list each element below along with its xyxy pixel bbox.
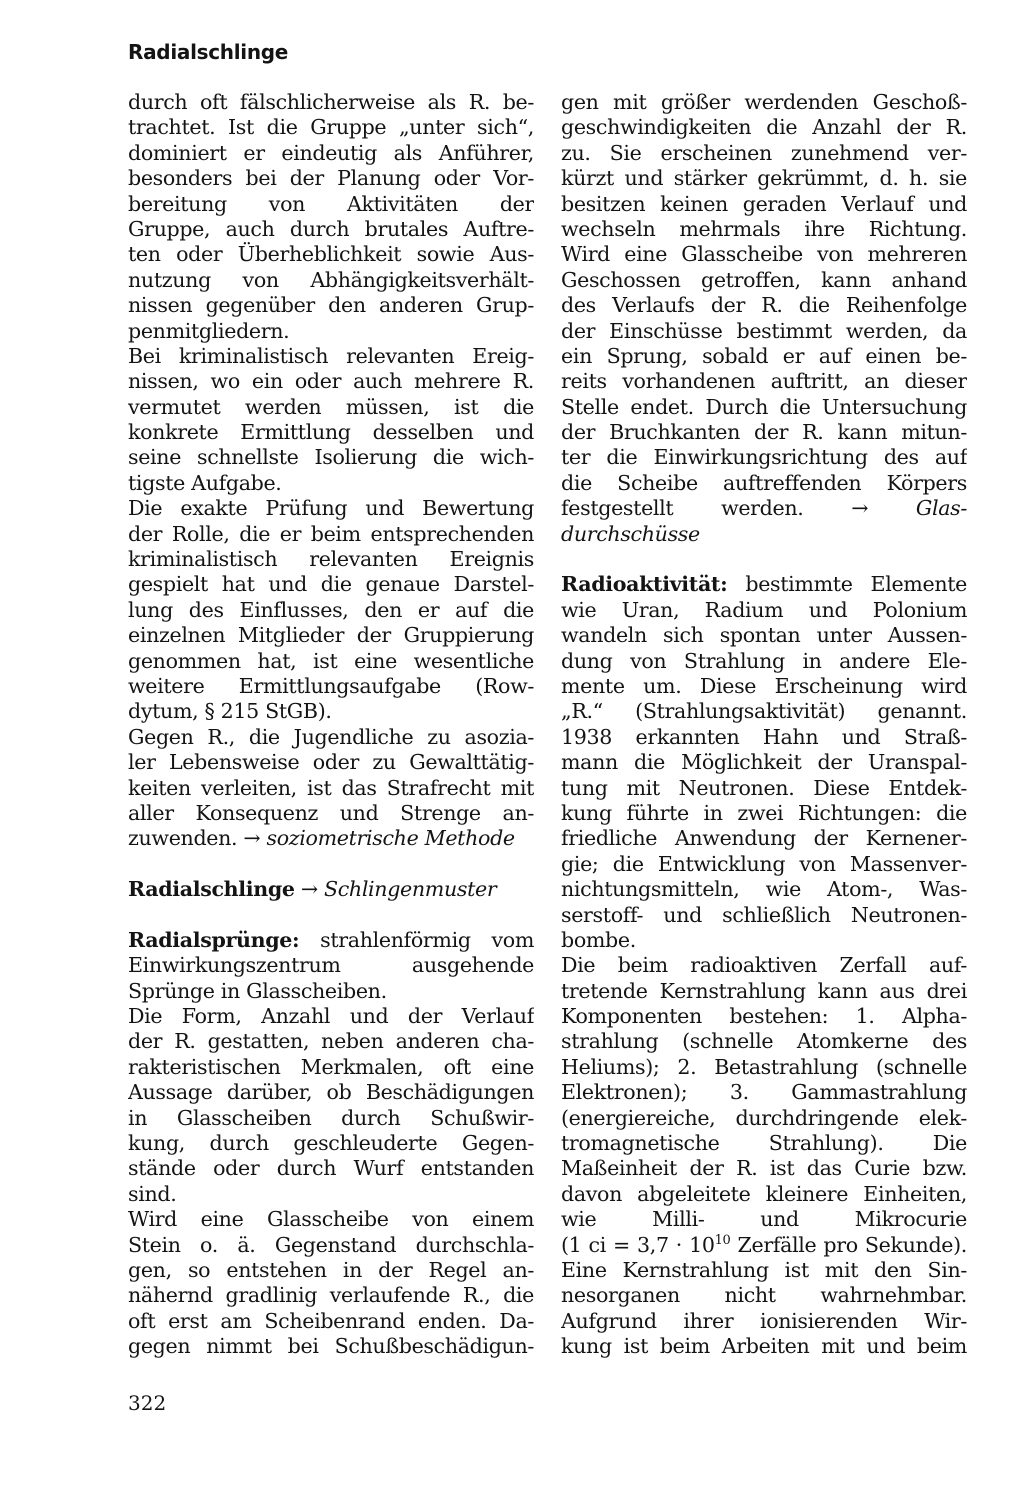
text-run: bestimmte Elemente bbox=[727, 572, 967, 597]
text-line: trachtet. Ist die Gruppe „unter sich“, bbox=[128, 115, 534, 140]
text-line: wandeln sich spontan unter Aussen- bbox=[561, 623, 967, 648]
text-run: strahlenförmig vom bbox=[299, 927, 534, 952]
text-line: Gegen R., die Jugendliche zu asozia- bbox=[128, 724, 534, 749]
entry-radioaktivitaet bbox=[561, 572, 967, 953]
text-line: Die Form, Anzahl und der Verlauf bbox=[128, 1004, 534, 1029]
cross-reference-link[interactable]: Schlingenmuster bbox=[323, 877, 497, 902]
cross-reference-link[interactable]: durchschüsse bbox=[561, 521, 700, 546]
entry-headword: Radioaktivität: bbox=[561, 572, 728, 597]
entry-headword: Radialsprünge: bbox=[128, 927, 300, 952]
text-line: besitzen keinen geraden Verlauf und bbox=[561, 191, 967, 216]
text-line: Gruppe, auch durch brutales Auftre- bbox=[128, 216, 534, 241]
text-line: gegen nimmt bei Schußbeschädigun- bbox=[128, 1334, 534, 1359]
text-line: stände oder durch Wurf entstanden bbox=[128, 1156, 534, 1181]
text-line: ter die Einwirkungsrichtung des auf bbox=[561, 445, 967, 470]
text-run: festgestellt werden. → bbox=[561, 496, 869, 521]
entry-gap bbox=[128, 852, 534, 877]
text-line bbox=[561, 522, 967, 547]
text-line: Die exakte Prüfung und Bewertung bbox=[128, 496, 534, 521]
text-line: keiten verleiten, ist das Strafrecht mit bbox=[128, 775, 534, 800]
text-line: ten oder Überheblichkeit sowie Aus- bbox=[128, 242, 534, 267]
text-line: seine schnellste Isolierung die wich- bbox=[128, 445, 534, 470]
text-line: kriminalistisch relevanten Ereignis bbox=[128, 547, 534, 572]
text-line: konkrete Ermittlung desselben und bbox=[128, 420, 534, 445]
text-line: Geschossen getroffen, kann anhand bbox=[561, 267, 967, 292]
text-line: gen, so entstehen in der Regel an- bbox=[128, 1257, 534, 1282]
text-line: aller Konsequenz und Strenge an- bbox=[128, 800, 534, 825]
text-line: nutzung von Abhängigkeitsverhält- bbox=[128, 267, 534, 292]
text-line: nähernd gradlinig verlaufende R., die bbox=[128, 1283, 534, 1308]
text-line: bereitung von Aktivitäten der bbox=[128, 191, 534, 216]
text-line: Wird eine Glasscheibe von einem bbox=[128, 1207, 534, 1232]
text-line: wie Milli- und Mikrocurie bbox=[561, 1207, 967, 1232]
text-line: oft erst am Scheibenrand enden. Da- bbox=[128, 1308, 534, 1333]
text-line: gen mit größer werdenden Geschoß- bbox=[561, 90, 967, 114]
text-line: penmitgliedern. bbox=[128, 318, 290, 343]
text-line: genommen hat, ist eine wesentliche bbox=[128, 648, 534, 673]
cross-reference-link[interactable]: soziometrische Methode bbox=[266, 826, 515, 851]
paragraph bbox=[128, 725, 534, 852]
text-line: Heliums); 2. Betastrahlung (schnelle bbox=[561, 1054, 967, 1079]
text-line: der Einschüsse bestimmt werden, da bbox=[561, 318, 967, 343]
formula-line bbox=[561, 1233, 967, 1258]
text-line: dytum, § 215 StGB). bbox=[128, 699, 332, 724]
text-line: nichtungsmitteln, wie Atom-, Was- bbox=[561, 877, 967, 902]
text-line: Stelle endet. Durch die Untersuchung bbox=[561, 394, 967, 419]
text-line: des Verlaufs der R. die Reihenfolge bbox=[561, 293, 967, 318]
text-line bbox=[128, 928, 534, 953]
text-line: vermutet werden müssen, ist die bbox=[128, 394, 534, 419]
text-line: rakteristischen Merkmalen, oft eine bbox=[128, 1054, 534, 1079]
text-run: Zerfälle pro Sekunde). bbox=[730, 1232, 967, 1257]
left-column bbox=[128, 90, 534, 1360]
text-line: Maßeinheit der R. ist das Curie bzw. bbox=[561, 1156, 967, 1181]
text-line: strahlung (schnelle Atomkerne des bbox=[561, 1029, 967, 1054]
text-line: in Glasscheiben durch Schußwir- bbox=[128, 1105, 534, 1130]
entry-gap bbox=[128, 903, 534, 928]
exponent: 10 bbox=[714, 1232, 731, 1248]
text-line: reits vorhandenen auftritt, an dieser bbox=[561, 369, 967, 394]
arrow-symbol: → bbox=[294, 877, 324, 902]
text-line: tromagnetische Strahlung). Die bbox=[561, 1131, 967, 1156]
text-line: (energiereiche, durchdringende elek- bbox=[561, 1105, 967, 1130]
text-line: kung führte in zwei Richtungen: die bbox=[561, 800, 967, 825]
text-line: der Bruchkanten der R. kann mitun- bbox=[561, 420, 967, 445]
text-line: Wird eine Glasscheibe von mehreren bbox=[561, 242, 967, 267]
text-line: 1938 erkannten Hahn und Straß- bbox=[561, 724, 967, 749]
text-line: gespielt hat und die genaue Darstel- bbox=[128, 572, 534, 597]
text-line: davon abgeleitete kleinere Einheiten, bbox=[561, 1181, 967, 1206]
text-line: Aufgrund ihrer ionisierenden Wir- bbox=[561, 1308, 967, 1333]
text-line: serstoff- und schließlich Neutronen- bbox=[561, 902, 967, 927]
text-line: kung, durch geschleuderte Gegen- bbox=[128, 1131, 534, 1156]
running-head: Radialschlinge bbox=[128, 40, 289, 64]
text-line: Die beim radioaktiven Zerfall auf- bbox=[561, 953, 967, 978]
paragraph bbox=[128, 90, 534, 344]
text-line: wechseln mehrmals ihre Richtung. bbox=[561, 216, 967, 241]
text-line: „R.“ (Strahlungsaktivität) genannt. bbox=[561, 699, 967, 724]
paragraph bbox=[128, 1004, 534, 1207]
text-line: kürzt und stärker gekrümmt, d. h. sie bbox=[561, 166, 967, 191]
text-line: mann die Möglichkeit der Uranspal- bbox=[561, 750, 967, 775]
text-line: kung ist beim Arbeiten mit und beim bbox=[561, 1334, 967, 1359]
paragraph bbox=[561, 953, 967, 1258]
text-line: der Rolle, die er beim entsprechenden bbox=[128, 521, 534, 546]
text-line: wie Uran, Radium und Polonium bbox=[561, 597, 967, 622]
text-line: Bei kriminalistisch relevanten Ereig- bbox=[128, 343, 534, 368]
text-line: ler Lebensweise oder zu Gewalttätig- bbox=[128, 750, 534, 775]
text-line: lung des Einflusses, den er auf die bbox=[128, 597, 534, 622]
text-line bbox=[128, 877, 534, 902]
text-line bbox=[561, 572, 967, 597]
entry-gap bbox=[561, 547, 967, 572]
paragraph bbox=[561, 90, 967, 547]
text-line: bombe. bbox=[561, 927, 636, 952]
text-line: Stein o. ä. Gegenstand durchschla- bbox=[128, 1232, 534, 1257]
text-line: Elektronen); 3. Gammastrahlung bbox=[561, 1080, 967, 1105]
text-line bbox=[561, 496, 967, 521]
text-line: dominiert er eindeutig als Anführer, bbox=[128, 140, 534, 165]
text-line: ein Sprung, sobald er auf einen be- bbox=[561, 343, 967, 368]
right-column bbox=[561, 90, 967, 1360]
text-line: gie; die Entwicklung von Massenver- bbox=[561, 851, 967, 876]
text-line: nissen gegenüber den anderen Grup- bbox=[128, 293, 534, 318]
text-line: nissen, wo ein oder auch mehrere R. bbox=[128, 369, 534, 394]
text-line: der R. gestatten, neben anderen cha- bbox=[128, 1029, 534, 1054]
text-line bbox=[128, 826, 534, 851]
entry-radialspruenge bbox=[128, 928, 534, 1004]
text-run: zuwenden. → bbox=[128, 826, 267, 851]
text-line: durch oft fälschlicherweise als R. be- bbox=[128, 90, 534, 114]
text-line: Sprünge in Glasscheiben. bbox=[128, 978, 387, 1003]
entry-headword: Radialschlinge bbox=[128, 877, 295, 902]
text-line: tigste Aufgabe. bbox=[128, 470, 282, 495]
paragraph bbox=[128, 496, 534, 725]
text-line: Komponenten bestehen: 1. Alpha- bbox=[561, 1004, 967, 1029]
paragraph bbox=[561, 1258, 967, 1360]
text-line: tretende Kernstrahlung kann aus drei bbox=[561, 978, 967, 1003]
text-line: nesorganen nicht wahrnehmbar. bbox=[561, 1283, 967, 1308]
text-line: besonders bei der Planung oder Vor- bbox=[128, 166, 534, 191]
text-line: einzelnen Mitglieder der Gruppierung bbox=[128, 623, 534, 648]
text-line: mente um. Diese Erscheinung wird bbox=[561, 673, 967, 698]
text-line: weitere Ermittlungsaufgabe (Row- bbox=[128, 673, 534, 698]
text-line: Aussage darüber, ob Beschädigungen bbox=[128, 1080, 534, 1105]
text-line: sind. bbox=[128, 1181, 177, 1206]
page-number: 322 bbox=[128, 1391, 167, 1415]
text-line: dung von Strahlung in andere Ele- bbox=[561, 648, 967, 673]
text-line: tung mit Neutronen. Diese Entdek- bbox=[561, 775, 967, 800]
paragraph bbox=[128, 1207, 534, 1359]
text-line: zu. Sie erscheinen zunehmend ver- bbox=[561, 140, 967, 165]
paragraph bbox=[128, 344, 534, 496]
cross-reference-link[interactable]: Glas- bbox=[915, 496, 967, 521]
entry-radialschlinge bbox=[128, 877, 534, 902]
text-line: die Scheibe auftreffenden Körpers bbox=[561, 470, 967, 495]
text-run: (1 ci = 3,7 · 10 bbox=[561, 1232, 715, 1257]
text-line: Einwirkungszentrum ausgehende bbox=[128, 953, 534, 978]
text-line: Eine Kernstrahlung ist mit den Sin- bbox=[561, 1257, 967, 1282]
text-line: geschwindigkeiten die Anzahl der R. bbox=[561, 115, 967, 140]
text-line: friedliche Anwendung der Kernener- bbox=[561, 826, 967, 851]
